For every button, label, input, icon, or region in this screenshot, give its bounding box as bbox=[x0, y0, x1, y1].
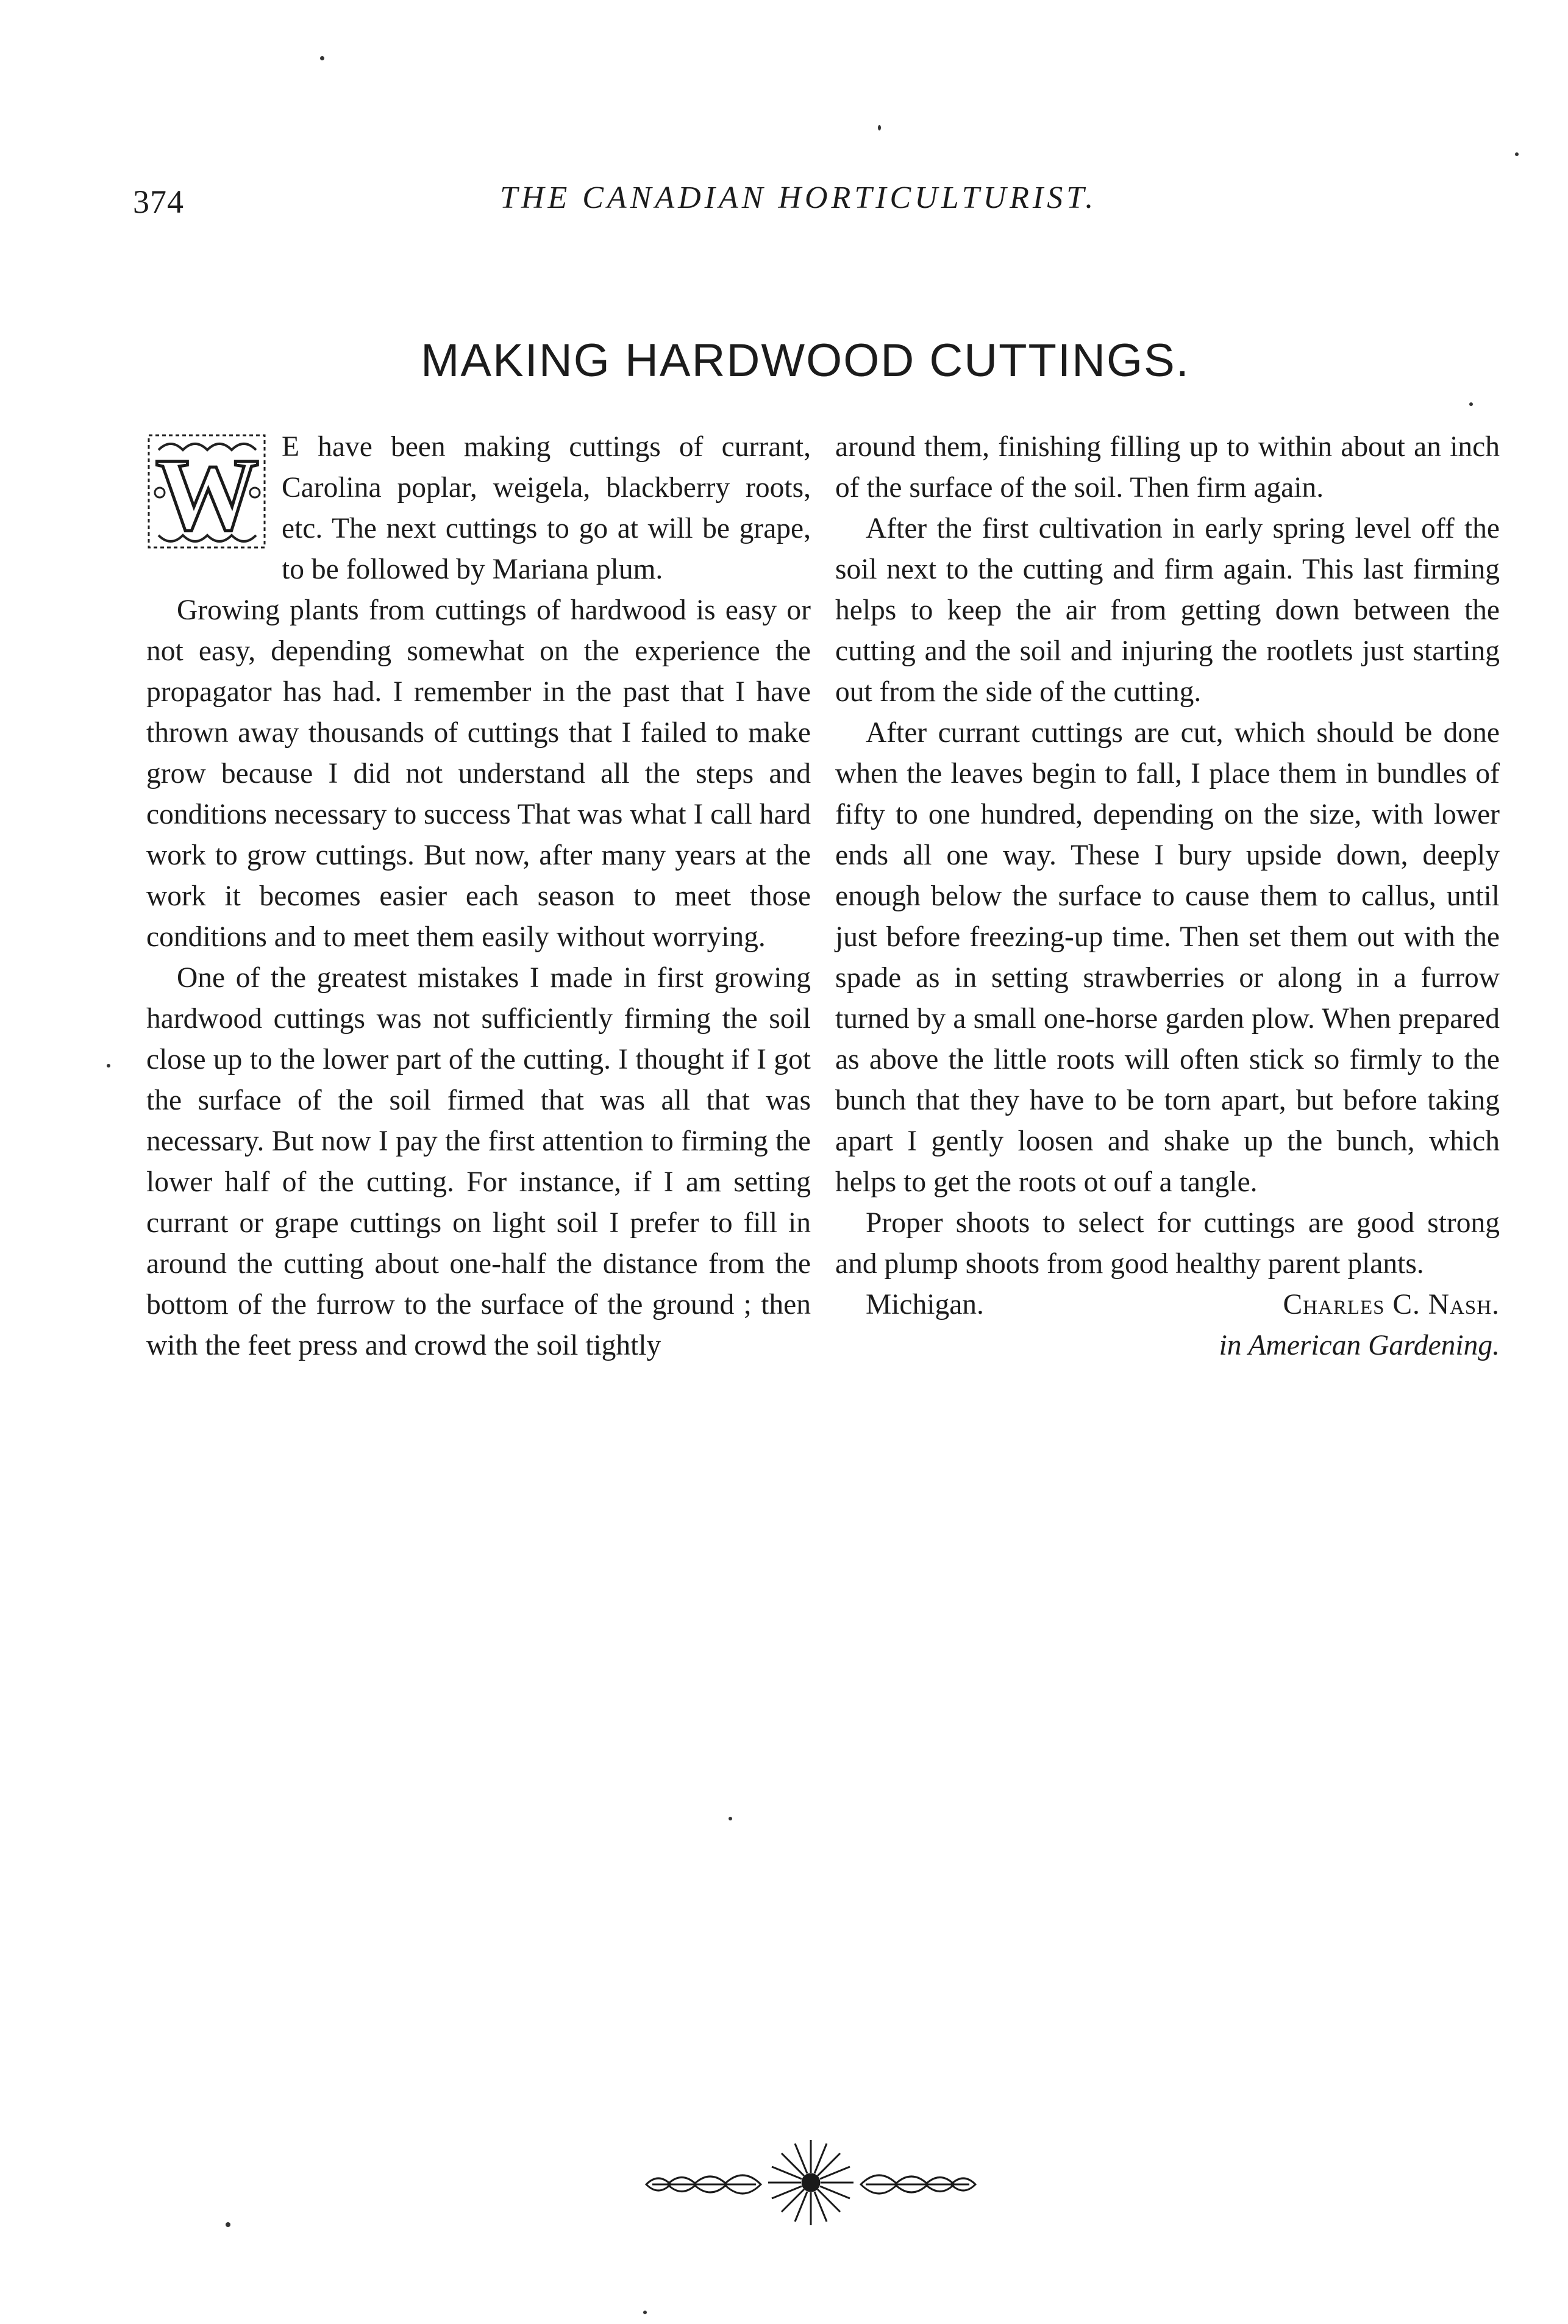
left-column bbox=[146, 427, 811, 1366]
source-citation: in American Gardening. bbox=[1219, 1330, 1500, 1361]
svg-text:W: W bbox=[155, 437, 259, 551]
drop-cap bbox=[146, 432, 268, 551]
scan-speck bbox=[1515, 152, 1519, 156]
signature-row bbox=[835, 1285, 1500, 1325]
scan-speck bbox=[643, 2311, 647, 2314]
page-number: 374 bbox=[133, 184, 184, 220]
scan-speck bbox=[320, 56, 324, 60]
paragraph: One of the greatest mistakes I made in first growing hardwood cuttings was not sufficiently firming the soil close up to the lower part of the cutting. I thought if I got the surface of the soil firmed that was all that was necessary. But now I pay the first attention to firming the lower half of the cutting. For instance, if I am setting currant or grape cuttings on light soil I prefer to fill in around the cutting about one-half the distance from the bottom of the furrow to the surface of the ground ; then with the feet press and crowd the soil tightly bbox=[146, 962, 811, 1361]
signature-author: Charles C. Nash. bbox=[1283, 1289, 1500, 1321]
paragraph: around them, finishing filling up to within about an inch of the surface of the soil. Then firm again. bbox=[835, 431, 1500, 504]
article-title: MAKING HARDWOOD CUTTINGS. bbox=[421, 335, 1190, 387]
paragraph-text: E have been making cuttings of currant, Carolina poplar, weigela, blackberry roots, etc. The next cuttings to go at will be grape, to be followed by Mariana plum. bbox=[282, 431, 811, 585]
floral-tailpiece-icon bbox=[640, 2137, 982, 2228]
left-scroll-icon bbox=[646, 2175, 761, 2194]
paragraph bbox=[146, 427, 811, 590]
paragraph: Proper shoots to select for cuttings are good strong and plump shoots from good healthy parent plants. bbox=[835, 1207, 1500, 1280]
scan-speck bbox=[729, 1817, 732, 1820]
scan-speck bbox=[226, 2222, 230, 2227]
running-head: THE CANADIAN HORTICULTURIST. bbox=[500, 180, 1097, 215]
right-scroll-icon bbox=[861, 2175, 975, 2194]
scan-speck bbox=[878, 125, 881, 130]
right-column bbox=[835, 427, 1500, 1366]
paragraph: After the first cultivation in early spring level off the soil next to the cutting and firm again. This last firming helps to keep the air from getting down between the cutting and the soil and injuring the rootlets just starting out from the side of the cutting. bbox=[835, 513, 1500, 708]
scan-speck bbox=[1469, 402, 1473, 406]
signature-place: Michigan. bbox=[866, 1289, 984, 1321]
scan-speck bbox=[107, 1064, 110, 1068]
paragraph: After currant cuttings are cut, which should be done when the leaves begin to fall, I place them in bundles of fifty to one hundred, depending on the size, with lower ends all one way. These I bury upside down, deeply enough below the surface to cause them to callus, until just before freezing-up time. Then set them out with the spade as in setting strawberries or along in a furrow turned by a small one-horse garden plow. When prepared as above the little roots will often stick so firmly to the bunch that they have to be torn apart, but before taking apart I gently loosen and shake up the bunch, which helps to get the roots ot ouf a tangle. bbox=[835, 717, 1500, 1198]
paragraph: Growing plants from cuttings of hardwood is easy or not easy, depending somewhat on the experience the propagator has had. I remember in the past that I have thrown away thousands of cuttings that I failed to make grow because I did not understand all the steps and conditions necessary to success That was what I call hard work to grow cuttings. But now, after many years at the work it becomes easier each season to meet those conditions and to meet them easily without worrying. bbox=[146, 594, 811, 953]
drop-cap-w-icon bbox=[146, 432, 268, 551]
center-flower-icon bbox=[768, 2140, 853, 2225]
